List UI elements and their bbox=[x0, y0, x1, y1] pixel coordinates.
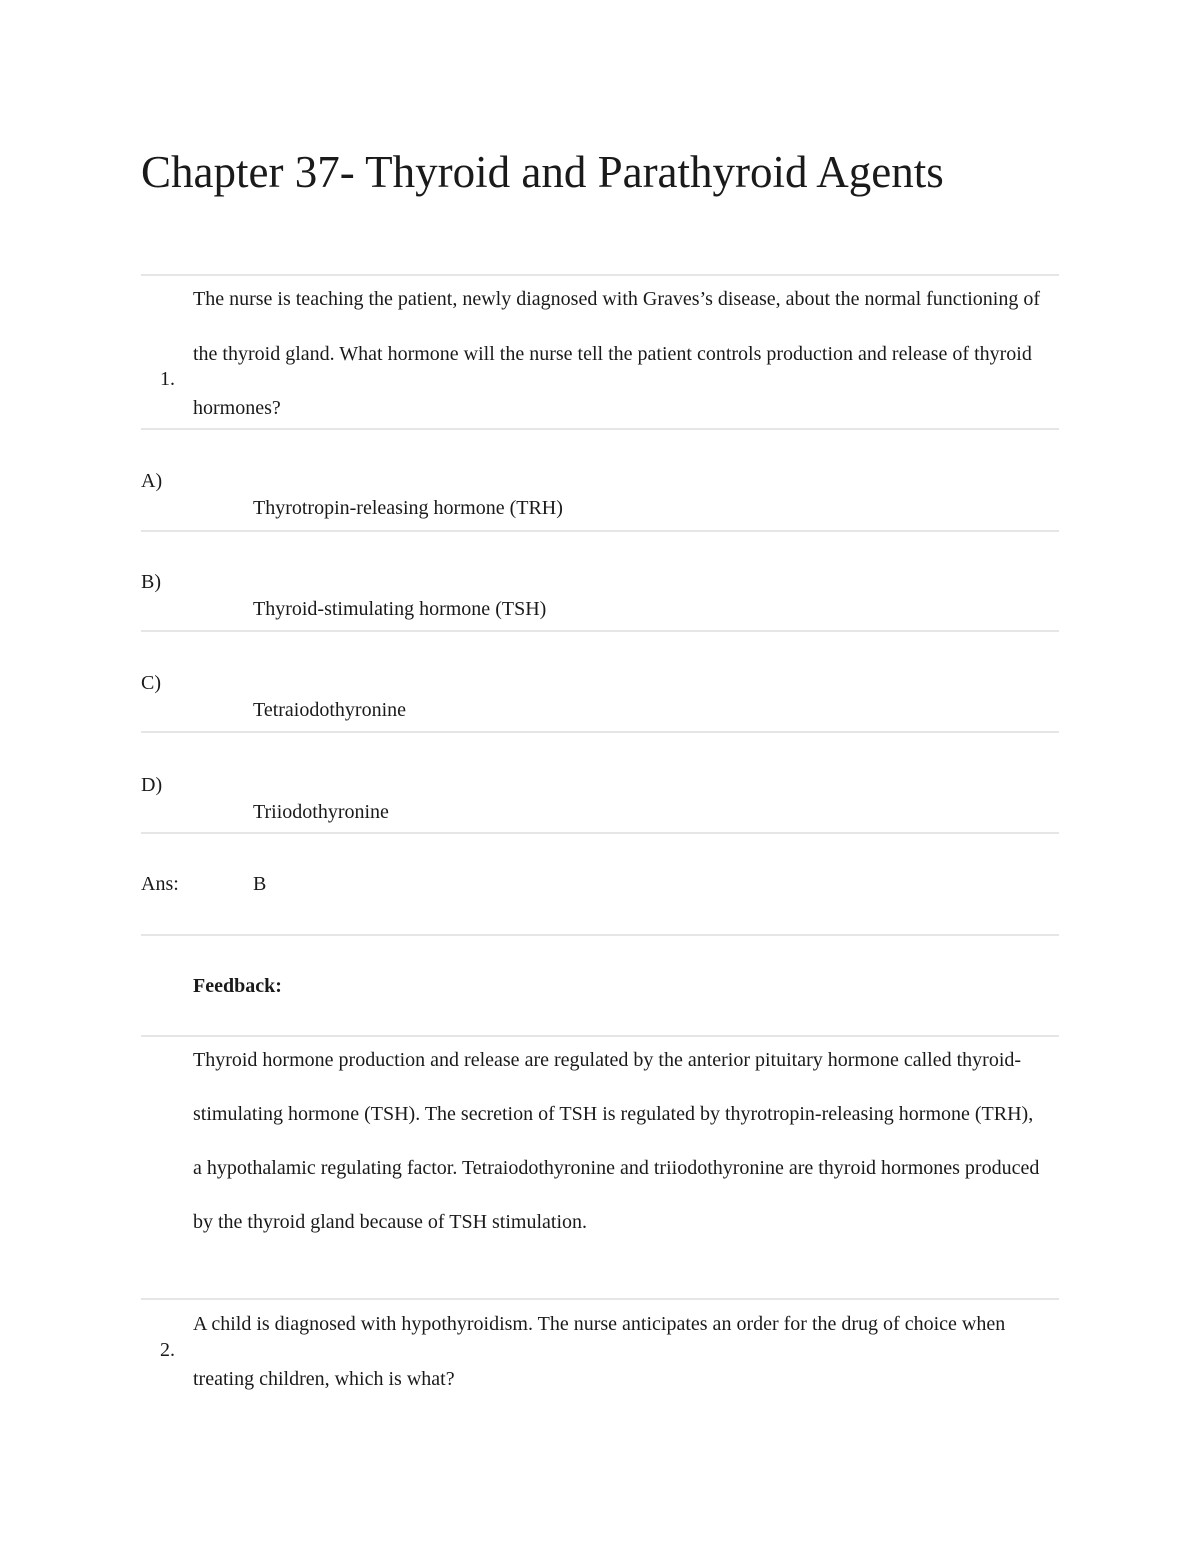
question-number: 2. bbox=[160, 1339, 175, 1361]
answer-value: B bbox=[253, 873, 267, 895]
option-text-b: Thyroid-stimulating hormone (TSH) bbox=[253, 598, 547, 620]
feedback-text: Thyroid hormone production and release are regulated by the anterior pituitary hormone called thyroid-stimulating hormone (TSH). The secretion of TSH is regulated by thyrotropin-releasing hormone (TRH), a hypothalamic regulating factor. Tetraiodothyronine and triiodothyronine are thyroid hormones produced by the thyroid gland because of TSH stimulation. bbox=[193, 1049, 1040, 1233]
option-letter-b: B) bbox=[141, 571, 161, 593]
divider bbox=[141, 731, 1059, 733]
question-text: A child is diagnosed with hypothyroidism. The nurse anticipates an order for the drug of choice when treating children, which is what? bbox=[193, 1313, 1006, 1390]
divider bbox=[141, 428, 1059, 430]
option-letter-d: D) bbox=[141, 774, 163, 796]
page-title: Chapter 37- Thyroid and Parathyroid Agents bbox=[141, 147, 944, 197]
option-text-a: Thyrotropin-releasing hormone (TRH) bbox=[253, 497, 563, 519]
feedback-label: Feedback: bbox=[193, 975, 282, 997]
option-letter-a: A) bbox=[141, 470, 163, 492]
option-text-c: Tetraiodothyronine bbox=[253, 699, 406, 721]
divider bbox=[141, 934, 1059, 936]
question-text: The nurse is teaching the patient, newly diagnosed with Graves’s disease, about the normal functioning of the thyroid gland. What hormone will the nurse tell the patient controls production and release of thyroid hormones? bbox=[193, 288, 1041, 419]
divider bbox=[141, 530, 1059, 532]
divider bbox=[141, 832, 1059, 834]
question-number: 1. bbox=[160, 368, 175, 390]
option-letter-c: C) bbox=[141, 672, 161, 694]
divider bbox=[141, 630, 1059, 632]
option-text-d: Triiodothyronine bbox=[253, 801, 389, 823]
answer-label: Ans: bbox=[141, 873, 179, 895]
